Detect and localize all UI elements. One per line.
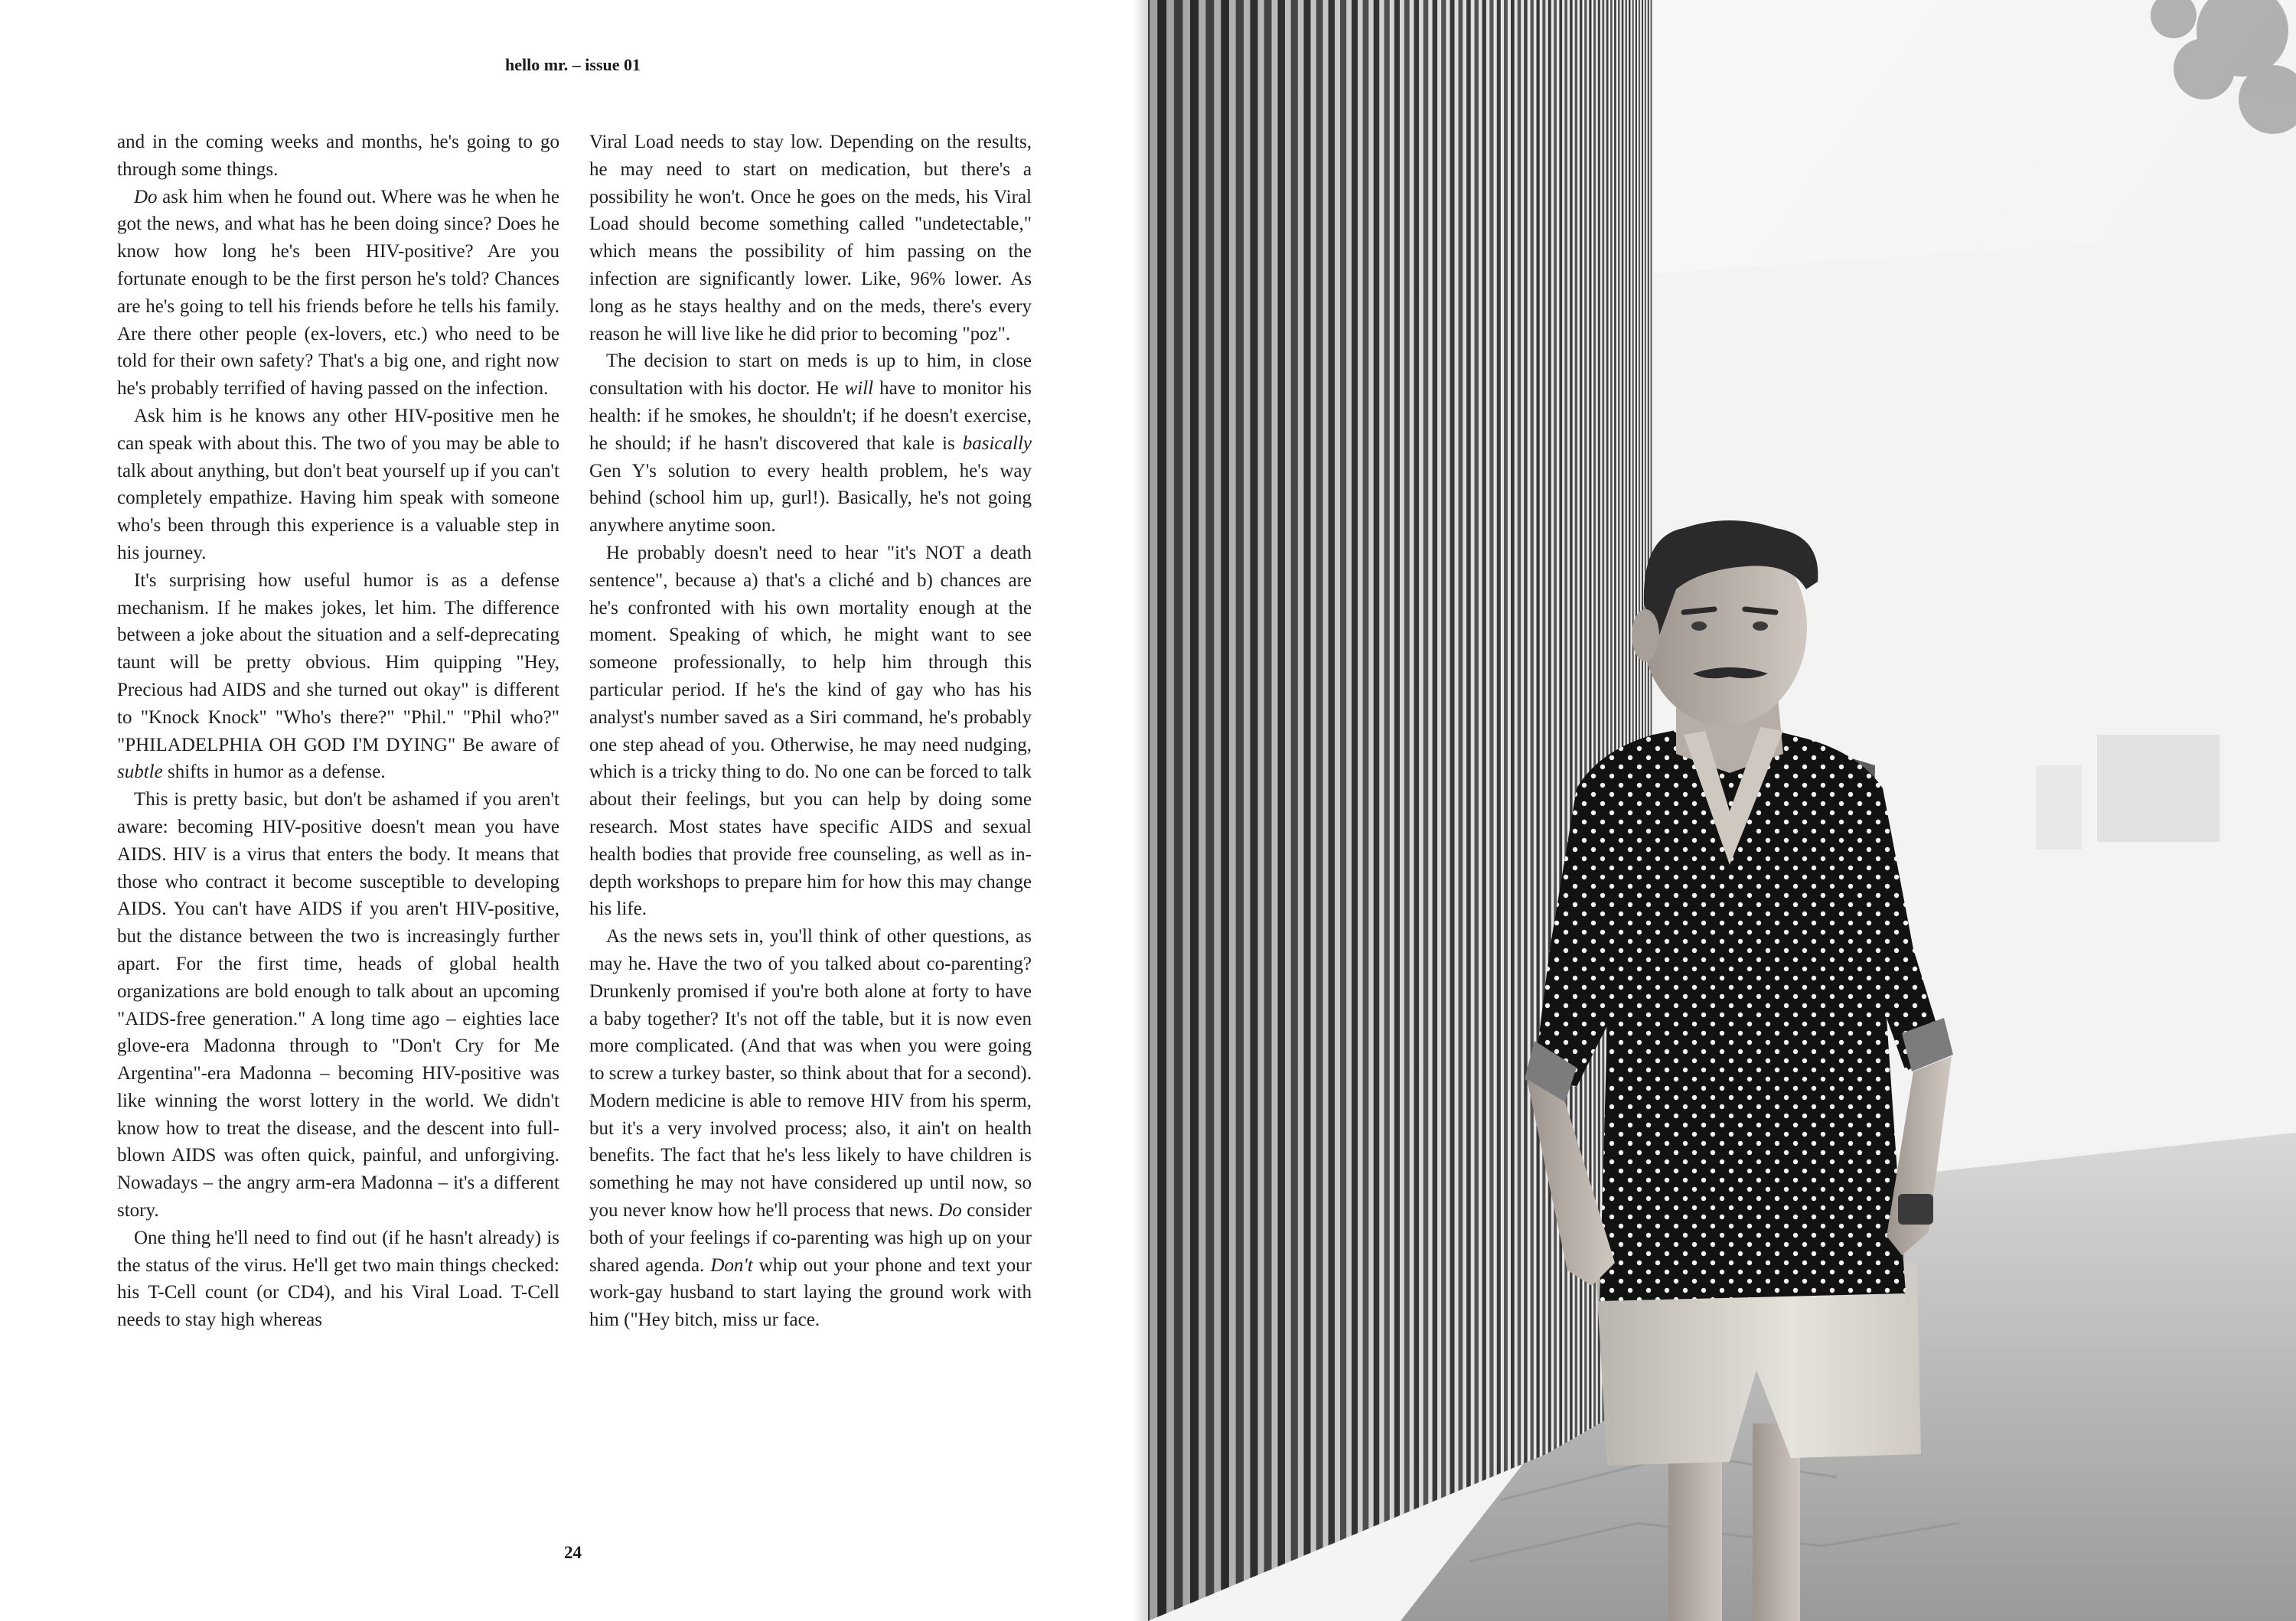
text-run: It's surprising how useful humor is as a defense mechanism. If he makes jokes, let him. The difference between a joke about the situation and a self-deprecating taunt will be pretty obvious. Him quipping "Hey, Precious had AIDS and she turned out okay" is different to "Knock Knock" "Who's there?" "Phil." "Phil who?" "PHILADELPHIA OH GOD I'M DYING" Be aware of <box>117 569 559 755</box>
paragraph <box>589 129 1032 347</box>
text-run: shifts in humor as a defense. <box>162 762 386 783</box>
page-number: 24 <box>564 1543 582 1562</box>
text-run: One thing he'll need to find out (if he hasn't already) is the status of the virus. He'll get two main things checked: his T-Cell count (or CD4), and his Viral Load. T-Cell needs to stay high whereas <box>117 1227 559 1331</box>
paragraph <box>117 129 559 184</box>
paragraph <box>117 567 559 786</box>
emphasis: will <box>844 378 874 400</box>
right-page <box>1148 0 2296 1621</box>
paragraph <box>117 786 559 1225</box>
emphasis: subtle <box>117 762 163 783</box>
photograph <box>1148 0 2296 1621</box>
paragraph <box>117 403 559 567</box>
text-run: Ask him is he knows any other HIV-positive men he can speak with about this. The two of you may be able to talk about anything, but don't beat yourself up if you can't completely empathize. Having him speak with someone who's been through this experience is a valuable step in his journey. <box>117 405 559 563</box>
emphasis: Do <box>938 1200 962 1221</box>
text-column-1 <box>117 129 559 1476</box>
text-run: ask him when he found out. Where was he when he got the news, and what has he been doing since? Does he know how long he's been HIV-positive? Are you fortunate enough to be the first person he's told? Chances are he's going to tell his friends before he tells his family. Are there other people (ex-lovers, etc.) who need to be told for their own safety? That's a big one, and right now he's probably terrified of having passed on the infection. <box>117 186 559 400</box>
paragraph <box>117 1225 559 1334</box>
paragraph <box>589 923 1032 1334</box>
paragraph <box>589 347 1032 540</box>
text-run: have to monitor his health: if he smokes, he shouldn't; if he doesn't exercise, he should; if he hasn't discovered that kale is <box>589 378 1032 454</box>
left-page <box>0 0 1146 1621</box>
page-gutter <box>1133 0 1150 1621</box>
wristwatch <box>1898 1194 1933 1225</box>
text-run: The decision to start on meds is up to him, in close consultation with his doctor. He <box>589 351 1032 400</box>
emphasis: basically <box>962 432 1032 454</box>
text-run: whip out your phone and text your work-gay husband to start laying the ground work with him ("Hey bitch, miss ur face. <box>589 1254 1032 1331</box>
text-run: Viral Load needs to stay low. Depending on the results, he may need to start on medication, but there's a possibility he won't. Once he goes on the meds, his Viral Load should become something called "undetectable," which means the possibility of him passing on the infection are significantly lower. Like, 96% lower. As long as he stays healthy and on the meds, there's every reason he will live like he did prior to becoming "poz". <box>589 132 1032 344</box>
text-run: Gen Y's solution to every health problem, he's way behind (school him up, gurl!). Basically, he's not going anywhere anytime soon. <box>589 460 1032 537</box>
text-run: This is pretty basic, but don't be ashamed if you aren't aware: becoming HIV-positive doesn't mean you have AIDS. HIV is a virus that enters the body. It means that those who contract it become susceptible to developing AIDS. You can't have AIDS if you aren't HIV-positive, but the distance between the two is increasingly further apart. For the first time, heads of global health organizations are bold enough to talk about an upcoming "AIDS-free generation." A long time ago – eighties lace glove-era Madonna through to "Don't Cry for Me Argentina"-era Madonna – becoming HIV-positive was like winning the worst lottery in the world. We didn't know how to treat the disease, and the descent into full-blown AIDS was often quick, painful, and unforgiving. Nowadays – the angry arm-era Madonna – it's a different story. <box>117 789 559 1221</box>
text-run: and in the coming weeks and months, he's going to go through some things. <box>117 132 559 180</box>
paragraph <box>589 540 1032 923</box>
paragraph <box>117 184 559 403</box>
text-run: He probably doesn't need to hear "it's NOT a death sentence", because a) that's a cliché and b) chances are he's confronted with his own mortality enough at the moment. Speaking of which, he might want to see someone professionally, to help him through this particular period. If he's the kind of gay who has his analyst's number saved as a Siri command, he's probably one step ahead of you. Otherwise, he may need nudging, which is a tricky thing to do. No one can be forced to talk about their feelings, but you can help by doing some research. Most states have specific AIDS and sexual health bodies that provide free counseling, as well as in-depth workshops to prepare him for how this may change his life. <box>589 542 1032 920</box>
wall-window <box>2097 735 2219 842</box>
text-column-2 <box>589 129 1032 1476</box>
running-header: hello mr. – issue 01 <box>504 55 641 74</box>
text-run: As the news sets in, you'll think of other questions, as may he. Have the two of you talked about co-parenting? Drunkenly promised if you're both alone at forty to have a baby together? It's not off the table, but it is now even more complicated. (And that was when you were going to screw a turkey baster, so think about that for a second). Modern medicine is able to remove HIV from his sperm, but it's a very involved process; also, it ain't on health benefits. The fact that he's less likely to have children is something he may not have considered up until now, so you never know how he'll process that news. <box>589 926 1032 1221</box>
emphasis: Don't <box>710 1254 753 1276</box>
text-run: consider both of your feelings if co-parenting was high up on your shared agenda. <box>589 1200 1032 1276</box>
emphasis: Do <box>134 186 158 207</box>
